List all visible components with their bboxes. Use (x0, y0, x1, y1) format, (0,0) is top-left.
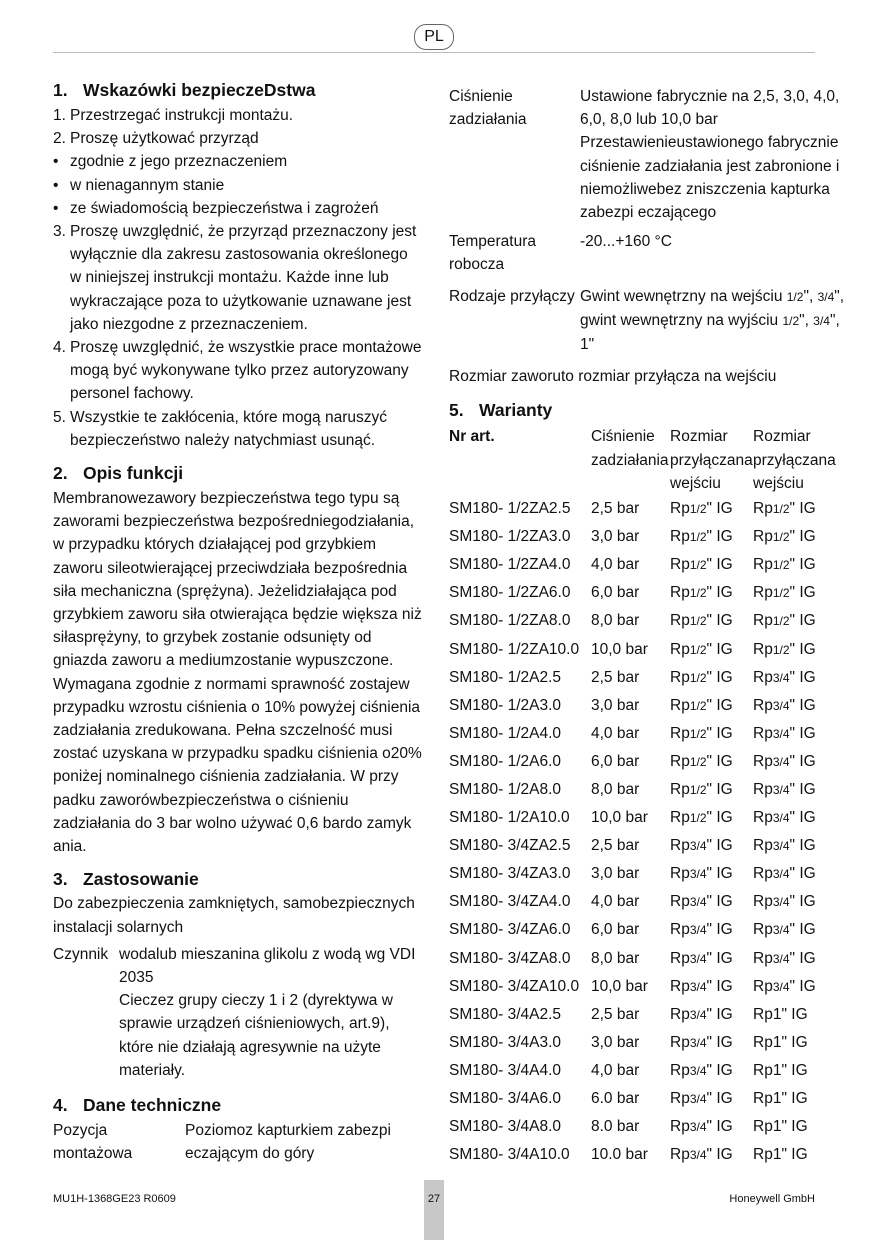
medium-row (53, 943, 423, 1082)
set-pressure: 10,0 bar (591, 640, 648, 658)
inlet-size: Rp1/2" IG (670, 780, 733, 798)
article-number: SM180- 3/4A4.0 (449, 1061, 562, 1079)
set-pressure: 6,0 bar (591, 752, 640, 770)
table-row (449, 860, 843, 888)
pressure-value: Ustawione fabrycznie na 2,5, 3,0, 4,0, 6,0, 8,0 lub 10,0 bar Przestawienieustawionego fabrycznie ciśnienie zadziałania jest zabronione i niemożliwebez zniszczenia kapturka zabezpi eczającego (580, 88, 840, 222)
temperature-row (449, 230, 849, 276)
page-number: 27 (424, 1180, 444, 1240)
inlet-size: Rp3/4" IG (670, 1033, 733, 1051)
outlet-size: Rp1" IG (753, 1146, 808, 1164)
set-pressure: 10,0 bar (591, 809, 648, 827)
safety-item-marker: 1. (53, 107, 66, 124)
header-rule (53, 52, 815, 53)
inlet-size: Rp1/2" IG (670, 640, 733, 658)
set-pressure: 4,0 bar (591, 893, 640, 911)
set-pressure: 6.0 bar (591, 1090, 640, 1108)
outlet-size: Rp1" IG (753, 1090, 808, 1108)
set-pressure: 2,5 bar (591, 837, 640, 855)
set-pressure: 10,0 bar (591, 977, 648, 995)
set-pressure: 10.0 bar (591, 1146, 648, 1164)
section-function (53, 462, 423, 858)
inlet-size: Rp3/4" IG (670, 1005, 733, 1023)
safety-item-marker: • (53, 176, 59, 194)
set-pressure: 3,0 bar (591, 528, 640, 546)
language-badge: PL (414, 24, 454, 50)
table-row (449, 579, 843, 607)
set-pressure: 8.0 bar (591, 1118, 640, 1136)
header-inlet-size: Rozmiar przyłączana wejściu (670, 428, 753, 492)
safety-item-text: Proszę uwzględnić, że przyrząd przeznaczony jest wyłącznie dla zakresu zastosowania określonego w niniejszej instrukcji montażu. Każde inne lub wykraczające poza to użytkowanie uznawane jest jako niezgodne z przeznaczeniem. (70, 223, 417, 333)
safety-item (53, 336, 423, 406)
article-number: SM180- 1/2A3.0 (449, 696, 562, 714)
inlet-size: Rp3/4" IG (670, 1118, 733, 1136)
article-number: SM180- 1/2A8.0 (449, 780, 562, 798)
set-pressure: 6,0 bar (591, 584, 640, 602)
set-pressure: 4,0 bar (591, 556, 640, 574)
table-row (449, 1001, 843, 1029)
outlet-size: Rp3/4" IG (753, 949, 816, 967)
outlet-size: Rp3/4" IG (753, 977, 816, 995)
safety-item-marker: 2. (53, 130, 66, 148)
section-application (53, 868, 423, 1082)
inlet-size: Rp3/4" IG (670, 893, 733, 911)
outlet-size: Rp1" IG (753, 1118, 808, 1136)
variants-body (449, 495, 843, 1169)
temperature-value: -20...+160 °C (580, 233, 672, 251)
table-row (449, 748, 843, 776)
section-1-heading: 1. Wskazówki bezpieczeDstwa (53, 80, 316, 100)
set-pressure: 8,0 bar (591, 949, 640, 967)
footer-company: Honeywell GmbH (729, 1193, 815, 1205)
set-pressure: 4,0 bar (591, 1061, 640, 1079)
outlet-size: Rp3/4" IG (753, 921, 816, 939)
mounting-position-label: Pozycja montażowa (53, 1121, 133, 1163)
inlet-size: Rp1/2" IG (670, 668, 733, 686)
inlet-size: Rp1/2" IG (670, 809, 733, 827)
table-row (449, 1085, 843, 1113)
section-4-heading: 4. Dane techniczne (53, 1094, 222, 1115)
inlet-size: Rp3/4" IG (670, 921, 733, 939)
outlet-size: Rp3/4" IG (753, 893, 816, 911)
safety-item (53, 406, 423, 452)
article-number: SM180- 1/2ZA2.5 (449, 500, 571, 518)
inlet-size: Rp3/4" IG (670, 1061, 733, 1079)
outlet-size: Rp1/2" IG (753, 500, 816, 518)
inlet-size: Rp3/4" IG (670, 837, 733, 855)
function-description: Membranowezawory bezpieczeństwa tego typu są zaworami bezpieczeństwa bezpośredniegodziałania, w przypadku których działającej pod grzybkiem zaworu sileotwierającej przeciwdziała bezpośrednia siła mechaniczna (sprężyna). Jeżelidziałająca pod grzybkiem zaworu siła otwierająca będzie większa niż siłasprężyny, to grzybek zostanie odsunięty od gniazda zaworu a mediumzostanie wypuszczone. Wymagana zgodnie z normami sprawność zostajew przypadku wzrostu ciśnienia o 10% powyżej ciśnienia zadziałania zredukowana. Pełna szczelność musi zostać uzyskana w przypadku spadku ciśnienia o20% poniżej nominalnego ciśnienia zadziałania. W przy padku zaworówbezpieczeństwa o ciśnieniu zadziałania do 3 bar wolno używać 0,6 bardo zamyk ania. (53, 490, 422, 856)
safety-item-text: zgodnie z jego przeznaczeniem (70, 153, 288, 171)
outlet-size: Rp3/4" IG (753, 752, 816, 770)
article-number: SM180- 3/4ZA8.0 (449, 949, 571, 967)
header-article: Nr art. (449, 428, 495, 446)
outlet-size: Rp3/4" IG (753, 780, 816, 798)
safety-item-text: Proszę użytkować przyrząd (70, 130, 259, 148)
table-row (449, 888, 843, 916)
safety-item (53, 220, 423, 336)
table-row (449, 832, 843, 860)
table-row (449, 636, 843, 664)
outlet-size: Rp3/4" IG (753, 724, 816, 742)
variants-table (449, 425, 843, 1169)
table-row (449, 945, 843, 973)
article-number: SM180- 1/2A10.0 (449, 809, 570, 827)
set-pressure: 3,0 bar (591, 865, 640, 883)
outlet-size: Rp3/4" IG (753, 865, 816, 883)
inlet-size: Rp1/2" IG (670, 500, 733, 518)
table-row (449, 776, 843, 804)
outlet-size: Rp3/4" IG (753, 696, 816, 714)
article-number: SM180- 3/4ZA10.0 (449, 977, 580, 995)
set-pressure: 2,5 bar (591, 500, 640, 518)
inlet-size: Rp3/4" IG (670, 1146, 733, 1164)
table-row (449, 1057, 843, 1085)
table-row (449, 916, 843, 944)
table-row (449, 973, 843, 1001)
inlet-size: Rp1/2" IG (670, 528, 733, 546)
article-number: SM180- 1/2ZA8.0 (449, 612, 571, 630)
connection-label: Rodzaje przyłączy (449, 287, 575, 305)
section-5-heading: 5. Warianty (449, 400, 553, 421)
outlet-size: Rp1" IG (753, 1033, 808, 1051)
size-note: Rozmiar zaworuto rozmiar przyłącza na wejściu (449, 368, 777, 386)
set-pressure: 6,0 bar (591, 921, 640, 939)
connection-row (449, 285, 849, 357)
safety-item-text: ze świadomością bezpieczeństwa i zagrożeń (70, 199, 379, 217)
table-row (449, 1029, 843, 1057)
inlet-size: Rp1/2" IG (670, 612, 733, 630)
table-row (449, 523, 843, 551)
article-number: SM180- 1/2ZA6.0 (449, 584, 571, 602)
outlet-size: Rp1/2" IG (753, 584, 816, 602)
article-number: SM180- 1/2A4.0 (449, 724, 562, 742)
table-row (449, 692, 843, 720)
set-pressure: 8,0 bar (591, 780, 640, 798)
header-outlet-size: Rozmiar przyłączana wejściu (753, 428, 836, 492)
safety-list (53, 104, 423, 452)
safety-item-text: Proszę uwzględnić, że wszystkie prace montażowe mogą być wykonywane tylko przez autoryzowany personel fachowy. (70, 339, 422, 403)
safety-item-marker: • (53, 199, 59, 217)
medium-value: wodalub mieszanina glikolu z wodą wg VDI 2035 Cieczez grupy cieczy 1 i 2 (dyrektywa w sprawie urządzeń ciśnieniowych, art.9), które nie działają agresywnie na użyte materiały. (119, 945, 416, 1079)
article-number: SM180- 1/2A2.5 (449, 668, 562, 686)
outlet-size: Rp1/2" IG (753, 612, 816, 630)
temperature-label: Temperatura robocza (449, 233, 537, 274)
safety-item (53, 174, 423, 197)
table-row (449, 1141, 843, 1169)
section-2-heading: 2. Opis funkcji (53, 463, 184, 484)
inlet-size: Rp3/4" IG (670, 977, 733, 995)
article-number: SM180- 3/4ZA3.0 (449, 865, 571, 883)
outlet-size: Rp1/2" IG (753, 528, 816, 546)
table-row (449, 551, 843, 579)
article-number: SM180- 1/2ZA3.0 (449, 528, 571, 546)
table-row (449, 664, 843, 692)
table-row (449, 804, 843, 832)
table-row (449, 495, 843, 523)
table-row (449, 607, 843, 635)
outlet-size: Rp1/2" IG (753, 640, 816, 658)
safety-item (53, 150, 423, 173)
inlet-size: Rp1/2" IG (670, 556, 733, 574)
safety-item-marker: 4. (53, 339, 66, 357)
outlet-size: Rp3/4" IG (753, 809, 816, 827)
article-number: SM180- 3/4ZA6.0 (449, 921, 571, 939)
safety-item-text: w nienagannym stanie (70, 176, 225, 194)
set-pressure: 8,0 bar (591, 612, 640, 630)
set-pressure: 4,0 bar (591, 724, 640, 742)
outlet-size: Rp1" IG (753, 1061, 808, 1079)
right-column (449, 85, 849, 1169)
set-pressure: 2,5 bar (591, 668, 640, 686)
article-number: SM180- 3/4A6.0 (449, 1090, 562, 1108)
article-number: SM180- 3/4A10.0 (449, 1146, 570, 1164)
safety-item (53, 197, 423, 220)
application-text: Do zabezpieczenia zamkniętych, samobezpiecznych instalacji solarnych (53, 895, 415, 936)
outlet-size: Rp1" IG (753, 1005, 808, 1023)
safety-item-marker: 3. (53, 223, 66, 241)
section-technical-left (53, 1094, 423, 1165)
outlet-size: Rp1/2" IG (753, 556, 816, 574)
section-safety (53, 79, 423, 452)
article-number: SM180- 3/4ZA2.5 (449, 837, 571, 855)
mounting-position-value: Poziomoz kapturkiem zabezpi eczającym do góry (185, 1121, 391, 1163)
safety-item-marker: • (53, 153, 59, 171)
set-pressure: 3,0 bar (591, 696, 640, 714)
pressure-label: Ciśnienie zadziałania (449, 88, 527, 129)
section-variants (449, 399, 849, 1169)
safety-item-text: Przestrzegać instrukcji montażu. (70, 107, 294, 124)
article-number: SM180- 3/4ZA4.0 (449, 893, 571, 911)
left-column (53, 76, 423, 1165)
outlet-size: Rp3/4" IG (753, 668, 816, 686)
article-number: SM180- 1/2A6.0 (449, 752, 562, 770)
variants-header-row (449, 425, 843, 495)
set-pressure: 2,5 bar (591, 1005, 640, 1023)
inlet-size: Rp1/2" IG (670, 752, 733, 770)
pressure-row (449, 85, 849, 224)
article-number: SM180- 1/2ZA4.0 (449, 556, 571, 574)
inlet-size: Rp3/4" IG (670, 1090, 733, 1108)
mounting-position-row (53, 1119, 423, 1165)
safety-item (53, 127, 423, 150)
article-number: SM180- 1/2ZA10.0 (449, 640, 580, 658)
inlet-size: Rp1/2" IG (670, 696, 733, 714)
inlet-size: Rp1/2" IG (670, 724, 733, 742)
connection-value: Gwint wewnętrzny na wejściu 1/2", 3/4", gwint wewnętrzny na wyjściu 1/2", 3/4", 1" (580, 287, 845, 354)
inlet-size: Rp3/4" IG (670, 949, 733, 967)
outlet-size: Rp3/4" IG (753, 837, 816, 855)
safety-item (53, 104, 423, 127)
medium-label: Czynnik (53, 945, 109, 963)
article-number: SM180- 3/4A3.0 (449, 1033, 562, 1051)
safety-item-text: Wszystkie te zakłócenia, które mogą naruszyć bezpieczeństwo należy natychmiast usunąć. (70, 408, 388, 449)
inlet-size: Rp3/4" IG (670, 865, 733, 883)
article-number: SM180- 3/4A2.5 (449, 1005, 562, 1023)
header-pressure: Ciśnienie zadziałania (591, 428, 669, 469)
article-number: SM180- 3/4A8.0 (449, 1118, 562, 1136)
table-row (449, 720, 843, 748)
inlet-size: Rp1/2" IG (670, 584, 733, 602)
section-3-heading: 3. Zastosowanie (53, 869, 199, 890)
set-pressure: 3,0 bar (591, 1033, 640, 1051)
safety-item-marker: 5. (53, 408, 66, 426)
table-row (449, 1113, 843, 1141)
footer-doc-id: MU1H-1368GE23 R0609 (53, 1193, 176, 1205)
